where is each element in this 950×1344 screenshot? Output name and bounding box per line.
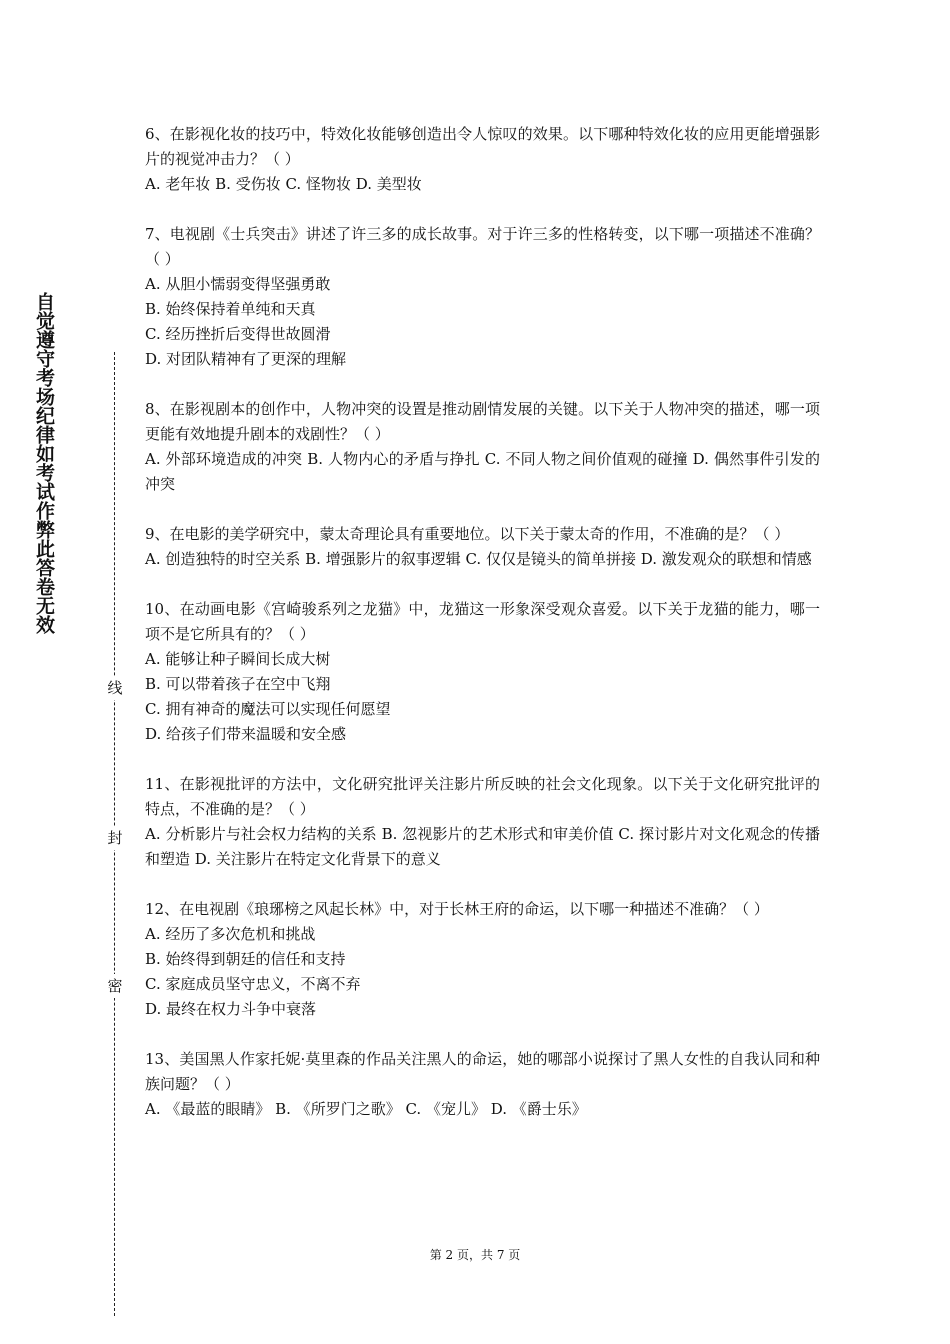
question-stem: 12、在电视剧《琅琊榜之风起长林》中，对于长林王府的命运，以下哪一种描述不准确？（ ） [145,900,769,918]
page-number-footer: 第 2 页，共 7 页 [429,1248,521,1262]
question-stem: 9、在电影的美学研究中，蒙太奇理论具有重要地位。以下关于蒙太奇的作用，不准确的是？（ ） [145,525,790,543]
question-12 [145,897,820,1022]
question-stem: 8、在影视剧本的创作中，人物冲突的设置是推动剧情发展的关键。以下关于人物冲突的描述，哪一项更能有效地提升剧本的戏剧性？（ ） [145,400,820,443]
question-stem: 11、在影视批评的方法中，文化研究批评关注影片所反映的社会文化现象。以下关于文化研究批评的特点，不准确的是？（ ） [145,775,820,818]
option-a: A. 经历了多次危机和挑战 [145,925,316,943]
option-c: C. 经历挫折后变得世故圆滑 [145,325,331,343]
question-stem: 13、美国黑人作家托妮·莫里森的作品关注黑人的命运，她的哪部小说探讨了黑人女性的自我认同和种族问题？（ ） [145,1050,820,1093]
option-a: A. 从胆小懦弱变得坚强勇敢 [145,275,331,293]
question-9 [145,522,820,572]
question-options: A. 分析影片与社会权力结构的关系 B. 忽视影片的艺术形式和审美价值 C. 探讨影片对文化观念的传播和塑造 D. 关注影片在特定文化背景下的意义 [145,825,820,868]
exam-discipline-notice: 自觉遵守考场纪律如考试作弊此答卷无效 [33,292,55,634]
binding-label-secret: 密 [104,974,126,998]
question-stem: 10、在动画电影《宫崎骏系列之龙猫》中，龙猫这一形象深受观众喜爱。以下关于龙猫的能力，哪一项不是它所具有的？（ ） [145,600,820,643]
question-stem: 7、电视剧《士兵突击》讲述了许三多的成长故事。对于许三多的性格转变，以下哪一项描述不准确？（ ） [145,225,820,268]
option-c: C. 拥有神奇的魔法可以实现任何愿望 [145,700,391,718]
option-d: D. 给孩子们带来温暖和安全感 [145,725,347,743]
question-options: A. 《最蓝的眼睛》 B. 《所罗门之歌》 C. 《宠儿》 D. 《爵士乐》 [145,1100,587,1118]
binding-label-line: 线 [104,676,126,700]
question-6 [145,122,820,197]
option-d: D. 对团队精神有了更深的理解 [145,350,347,368]
question-stem: 6、在影视化妆的技巧中，特效化妆能够创造出令人惊叹的效果。以下哪种特效化妆的应用更能增强影片的视觉冲击力？（ ） [145,125,820,168]
option-d: D. 最终在权力斗争中衰落 [145,1000,317,1018]
option-a: A. 能够让种子瞬间长成大树 [145,650,331,668]
option-b: B. 始终得到朝廷的信任和支持 [145,950,346,968]
question-11 [145,772,820,872]
question-8 [145,397,820,497]
question-7 [145,222,820,372]
question-options: A. 创造独特的时空关系 B. 增强影片的叙事逻辑 C. 仅仅是镜头的简单拼接 D. 激发观众的联想和情感 [145,550,812,568]
question-list [145,122,820,1147]
question-options: A. 老年妆 B. 受伤妆 C. 怪物妆 D. 美型妆 [145,175,422,193]
binding-label-seal: 封 [104,826,126,850]
question-options: A. 外部环境造成的冲突 B. 人物内心的矛盾与挣扎 C. 不同人物之间价值观的碰撞 D. 偶然事件引发的冲突 [145,450,820,493]
option-b: B. 可以带着孩子在空中飞翔 [145,675,331,693]
option-c: C. 家庭成员坚守忠义，不离不弃 [145,975,361,993]
option-b: B. 始终保持着单纯和天真 [145,300,316,318]
question-13 [145,1047,820,1122]
question-10 [145,597,820,747]
